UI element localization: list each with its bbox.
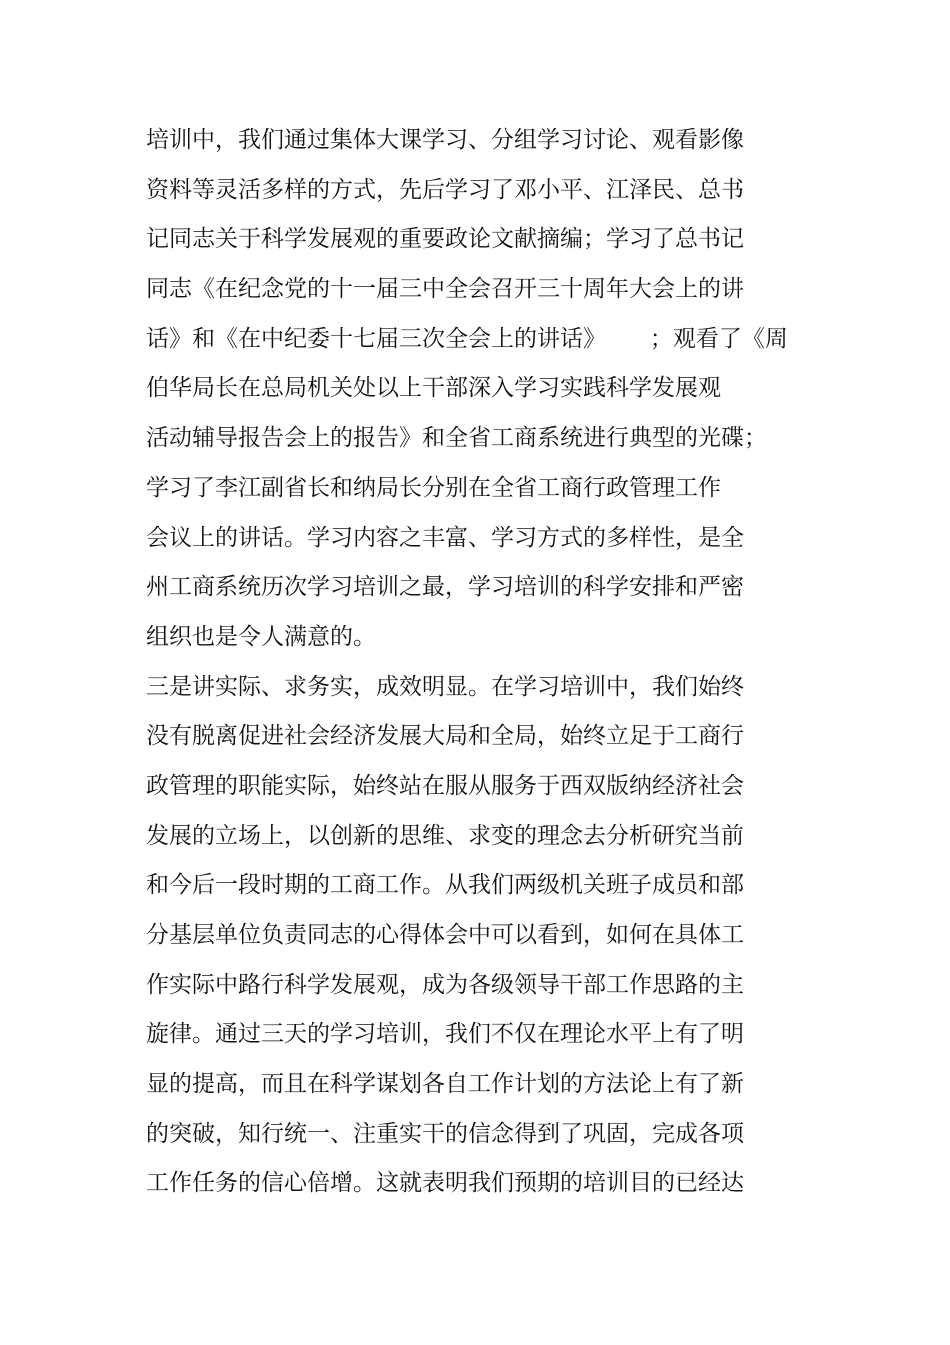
text-line: 资料等灵活多样的方式，先后学习了邓小平、江泽民、总书 (146, 176, 744, 203)
text-line: 记同志关于科学发展观的重要政论文献摘编；学习了总书记 (146, 226, 744, 253)
text-line: 和今后一段时期的工商工作。从我们两级机关班子成员和部 (146, 872, 744, 899)
text-line: 组织也是令人满意的。 (146, 623, 376, 650)
text-line: 分基层单位负责同志的心得体会中可以看到，如何在具体工 (146, 922, 744, 948)
body-text (146, 116, 806, 1209)
text-line: 没有脱离促进社会经济发展大局和全局，始终立足于工商行 (146, 723, 744, 750)
text-line: 活动辅导报告会上的报告》和全省工商系统进行典型的光碟； (146, 425, 767, 452)
text-line: 显的提高，而且在科学谋划各自工作计划的方法论上有了新 (146, 1071, 744, 1098)
text-line: 三是讲实际、求务实，成效明显。在学习培训中，我们始终 (146, 673, 744, 700)
text-line: 培训中，我们通过集体大课学习、分组学习讨论、观看影像 (146, 127, 744, 153)
text-line: 旋律。通过三天的学习培训，我们不仅在理论水平上有了明 (146, 1021, 744, 1048)
text-line: 政管理的职能实际，始终站在服从服务于西双版纳经济社会 (146, 772, 744, 799)
text-line: 作实际中路行科学发展观，成为各级领导干部工作思路的主 (146, 971, 744, 998)
text-line: 工作任务的信心倍增。这就表明我们预期的培训目的已经达 (146, 1170, 744, 1197)
text-line: 会议上的讲话。学习内容之丰富、学习方式的多样性，是全 (146, 524, 744, 551)
text-line: 学习了李江副省长和纳局长分别在全省工商行政管理工作 (146, 474, 721, 501)
text-line: 州工商系统历次学习培训之最，学习培训的科学安排和严密 (146, 574, 744, 601)
text-line: 伯华局长在总局机关处以上干部深入学习实践科学发展观 (146, 375, 721, 402)
text-line: 的突破，知行统一、注重实干的信念得到了巩固，完成各项 (146, 1120, 744, 1147)
text-line: 发展的立场上，以创新的思维、求变的理念去分析研究当前 (146, 822, 744, 849)
text-line: 话》和《在中纪委十七届三次全会上的讲话》 ；观看了《周 (146, 325, 788, 352)
text-line: 同志《在纪念党的十一届三中全会召开三十周年大会上的讲 (146, 276, 744, 303)
